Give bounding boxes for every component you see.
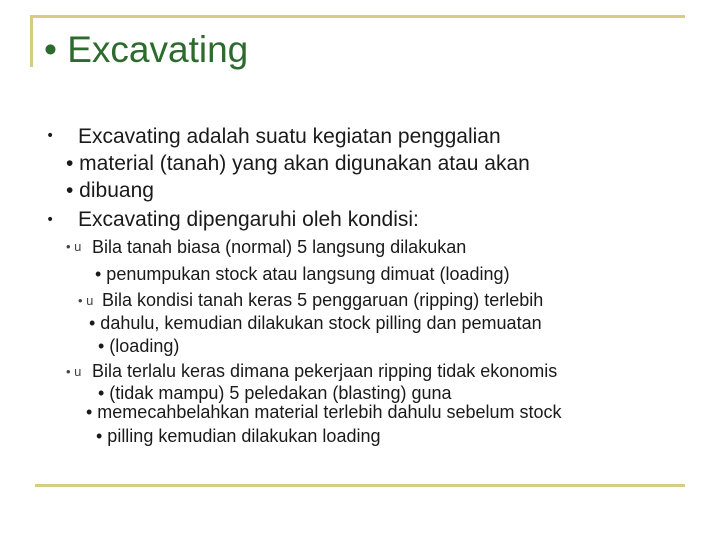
frame-left-rule [30,15,33,67]
sub-line-5: • (loading) [98,336,180,356]
bullet-line-2: • material (tanah) yang akan digunakan atau akan [66,152,530,175]
bullet-line-3: • dibuang [66,179,154,202]
sub-bullet-marker: • u [78,293,94,308]
sub-line-8: • memecahbelahkan material terlebih dahulu sebelum stock [86,402,562,422]
sub-line-6: Bila terlalu keras dimana pekerjaan ripping tidak ekonomis [92,361,558,381]
bullet-line-4: Excavating dipengaruhi oleh kondisi: [78,208,419,231]
sub-line-4: • dahulu, kemudian dilakukan stock pilling dan pemuatan [89,313,542,333]
sub-bullet-marker: • u [66,364,82,379]
bullet-marker: • [46,212,55,228]
sub-line-2: • penumpukan stock atau langsung dimuat (loading) [95,264,510,284]
sub-line-7: • (tidak mampu) 5 peledakan (blasting) guna [98,383,452,403]
sub-bullet-marker: • u [66,239,82,254]
sub-line-1: Bila tanah biasa (normal) 5 langsung dilakukan [92,237,467,257]
bullet-marker: • [46,128,55,144]
frame-top-rule [30,15,685,18]
slide-title: • Excavating [44,29,249,70]
frame-bottom-rule [35,484,685,487]
sub-line-3: Bila kondisi tanah keras 5 penggaruan (ripping) terlebih [102,290,544,310]
sub-line-9: • pilling kemudian dilakukan loading [96,426,381,446]
bullet-line-1: Excavating adalah suatu kegiatan penggalian [78,125,501,148]
